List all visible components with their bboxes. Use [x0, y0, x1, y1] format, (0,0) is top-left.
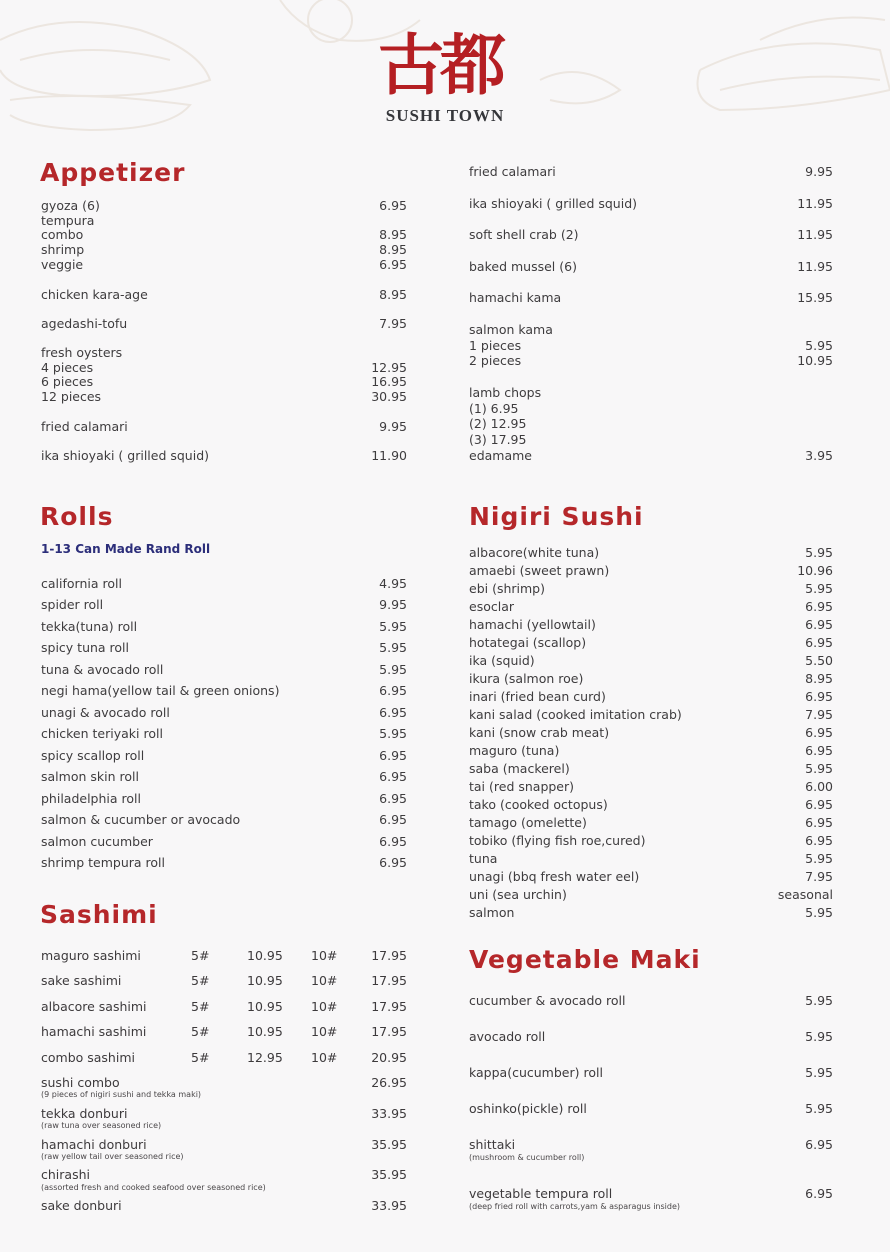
appetizer-title: Appetizer: [40, 158, 186, 187]
item-description: (raw tuna over seasoned rice): [41, 1121, 162, 1130]
restaurant-header: [0, 20, 890, 126]
item-description: (deep fried roll with carrots,yam & asparagus inside): [469, 1202, 681, 1211]
vegetable-maki-title: Vegetable Maki: [469, 945, 701, 974]
rolls-title: Rolls: [40, 502, 114, 531]
item-description: (mushroom & cucumber roll): [469, 1153, 585, 1162]
item-description: (assorted fresh and cooked seafood over seasoned rice): [41, 1183, 266, 1192]
sashimi-title: Sashimi: [40, 900, 158, 929]
nigiri-title: Nigiri Sushi: [469, 502, 644, 531]
restaurant-name: SUSHI TOWN: [385, 106, 505, 125]
item-description: (raw yellow tail over seasoned rice): [41, 1152, 184, 1161]
item-description: (9 pieces of nigiri sushi and tekka maki): [41, 1090, 202, 1099]
chinese-logo: 古都: [378, 26, 502, 104]
rolls-note: 1-13 Can Made Rand Roll: [41, 542, 211, 556]
